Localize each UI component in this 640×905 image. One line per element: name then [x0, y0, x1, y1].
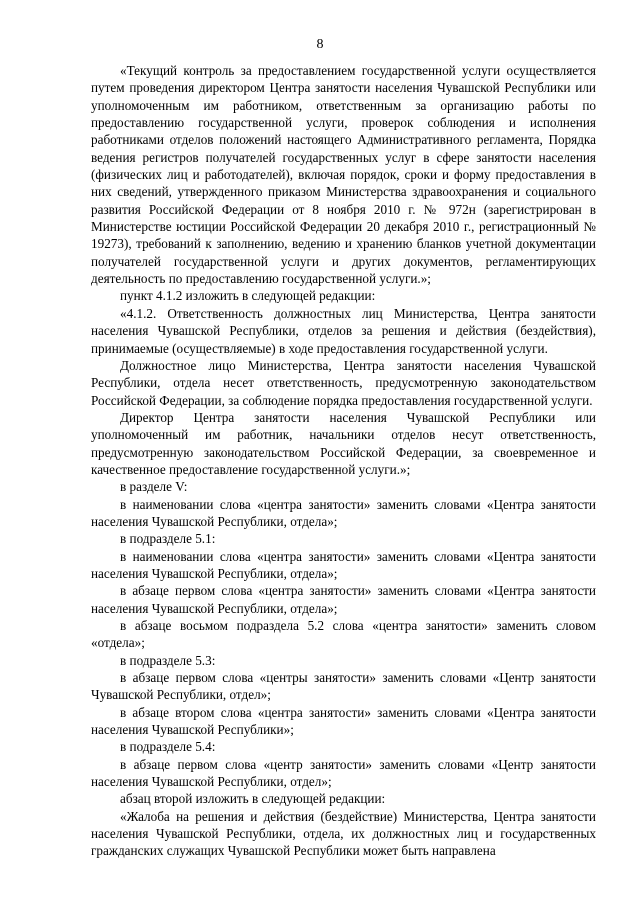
paragraph: «Текущий контроль за предоставлением государственной услуги осуществляется путем проведения директором Центра занятости населения Чувашской Республики или уполномоченным им работником, ответственным за организацию работы по предоставлению государственной услуги, проверок соблюдения и исполнения работниками отделов положений настоящего Административного регламента, Порядка ведения регистров получателей государственных услуг в сфере занятости населения (физических лиц и работодателей), включая порядок, сроки и форму предоставления в них сведений, утвержденного приказом Министерства здравоохранения и социального развития Российской Федерации от 8 ноября 2010 г. № 972н (зарегистрирован в Министерстве юстиции Российской Федерации 20 декабря 2010 г., регистрационный № 19273), требований к заполнению, ведению и хранению бланков учетной документации получателей государственной услуги и других документов, регламентирующих деятельность по предоставлению государственной услуги.»;	[91, 63, 596, 287]
paragraph: в абзаце восьмом подраздела 5.2 слова «центра занятости» заменить словом «отдела»;	[91, 618, 596, 651]
page-number: 8	[316, 37, 324, 52]
paragraph: в абзаце первом слова «центр занятости» заменить словами «Центр занятости населения Чувашской Республики, отдел»;	[91, 756, 596, 790]
paragraph: в абзаце втором слова «центра занятости» заменить словами «Центра занятости населения Чувашской Республики»;	[91, 704, 596, 738]
paragraph: Должностное лицо Министерства, Центра занятости населения Чувашской Республики, отдела несет ответственность, предусмотренную законодательством Российской Федерации, за соблюдение порядка предоставления государственной услуги.	[91, 357, 596, 408]
document-body	[91, 62, 596, 860]
paragraph: в подразделе 5.4:	[120, 739, 216, 755]
paragraph: в подразделе 5.1:	[120, 531, 216, 547]
paragraph: в наименовании слова «центра занятости» заменить словами «Центра занятости населения Чувашской Республики, отдела»;	[91, 548, 596, 581]
paragraph: Директор Центра занятости населения Чувашской Республики или уполномоченный им работник, начальники отделов несут ответственность, предусмотренную законодательством Российской Федерации, за своевременное и качественное предоставление государственной услуги.»;	[91, 409, 596, 477]
paragraph: в разделе V:	[120, 479, 188, 495]
paragraph: «Жалоба на решения и действия (бездействие) Министерства, Центра занятости населения Чувашской Республики, отдела, их должностных лиц и государственных гражданских служащих Чувашской Республики может быть направлена	[91, 808, 596, 859]
paragraph: в подразделе 5.3:	[120, 652, 216, 668]
paragraph: в абзаце первом слова «центра занятости» заменить словами «Центра занятости населения Чувашской Республики, отдела»;	[91, 583, 596, 616]
paragraph: абзац второй изложить в следующей редакции:	[120, 791, 386, 807]
paragraph: в наименовании слова «центра занятости» заменить словами «Центра занятости населения Чувашской Республики, отдела»;	[91, 496, 596, 529]
paragraph: пункт 4.1.2 изложить в следующей редакции:	[120, 288, 376, 304]
paragraph: в абзаце первом слова «центры занятости» заменить словами «Центр занятости Чувашской Республики, отдел»;	[91, 670, 596, 703]
paragraph: «4.1.2. Ответственность должностных лиц Министерства, Центра занятости населения Чувашской Республики, отделов за решения и действия (бездействия), принимаемые (осуществляемые) в ходе предоставления государственной услуги.	[91, 305, 596, 356]
